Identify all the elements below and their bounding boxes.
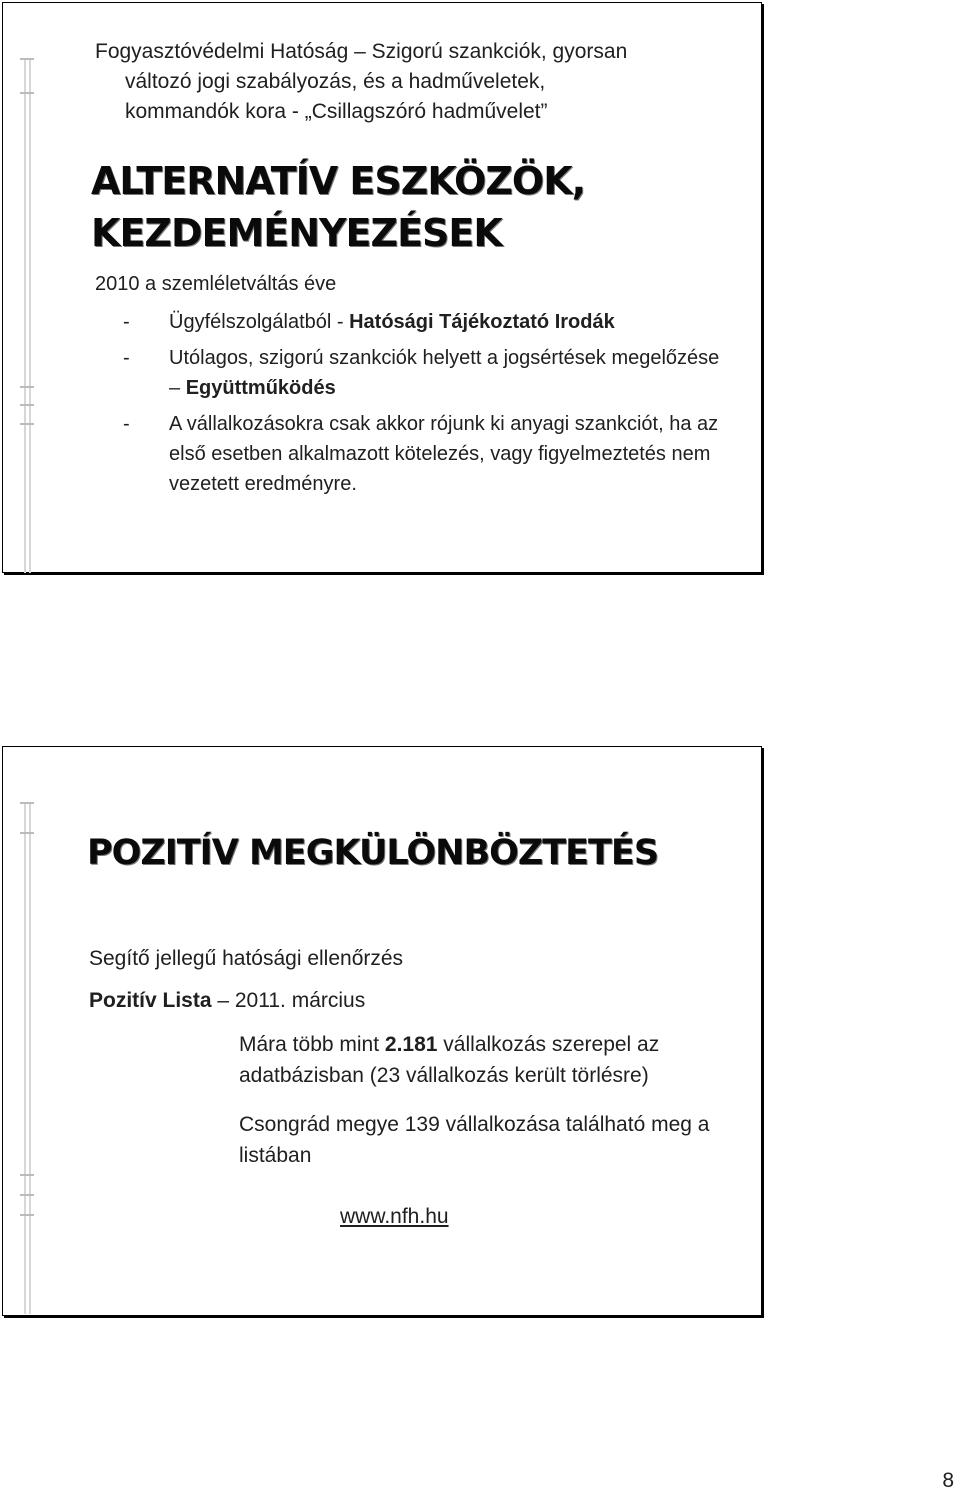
top-note-line-3: kommandók kora - „Csillagszóró hadművelet” [125,100,548,123]
slide-1-heading-line-1: ALTERNATÍV ESZKÖZÖK, [91,159,586,203]
slide-1-heading [91,155,585,259]
positive-list-date: – 2011. március [211,989,366,1012]
slide-1 [2,2,762,573]
slide-1-margin-strip [20,58,34,573]
website-link-wrap [89,1201,739,1233]
bullet-bold-text: Együttműködés [185,377,336,399]
slide-1-body [95,269,735,505]
bullet-item [95,343,735,403]
company-count-after: vállalkozás szerepel az adatbázisban (23 vállalkozás került törlésre) [239,1033,660,1087]
top-note-line-1: Fogyasztóvédelmi Hatóság – Szigorú szankciók, gyorsan [95,40,628,63]
bullet-dash: - [123,347,130,369]
lead-text: 2010 a szemléletváltás éve [95,273,337,295]
website-link[interactable]: www.nfh.hu [340,1205,449,1228]
bullet-text: Utólagos, szigorú szankciók helyett a jogsértések megelőzése – [169,347,720,399]
slide-2 [2,746,762,1316]
company-count-text [89,1029,739,1091]
inspection-line: Segítő jellegű hatósági ellenőrzés [89,947,404,970]
positive-list-label: Pozitív Lista [89,989,212,1012]
bullet-item [95,307,735,337]
slide-2-body [89,943,739,1233]
bullet-dash: - [123,311,130,333]
slide-1-heading-line-2: KEZDEMÉNYEZÉSEK [91,211,502,255]
company-count-number: 2.181 [384,1033,438,1056]
bullet-dash: - [123,413,130,435]
slide-2-heading: POZITÍV MEGKÜLÖNBÖZTETÉS [87,833,659,873]
csongrad-text: Csongrád megye 139 vállalkozása található meg a listában [239,1113,710,1167]
slide-2-margin-strip [20,802,34,1314]
bullet-item [95,409,735,499]
company-count-before: Mára több mint [239,1033,385,1056]
bullet-text: Ügyfélszolgálatból - [169,311,350,333]
top-note [95,37,627,127]
positive-list-line [89,985,739,1017]
bullet-bold-text: Hatósági Tájékoztató Irodák [349,311,615,333]
page-number: 8 [942,1469,954,1492]
top-note-line-2: változó jogi szabályozás, és a hadműveletek, [125,70,546,93]
bullet-text: A vállalkozásokra csak akkor rójunk ki anyagi szankciót, ha az első esetben alkalmazott kötelezés, vagy figyelmeztetés nem vezetett eredményre. [169,413,719,495]
